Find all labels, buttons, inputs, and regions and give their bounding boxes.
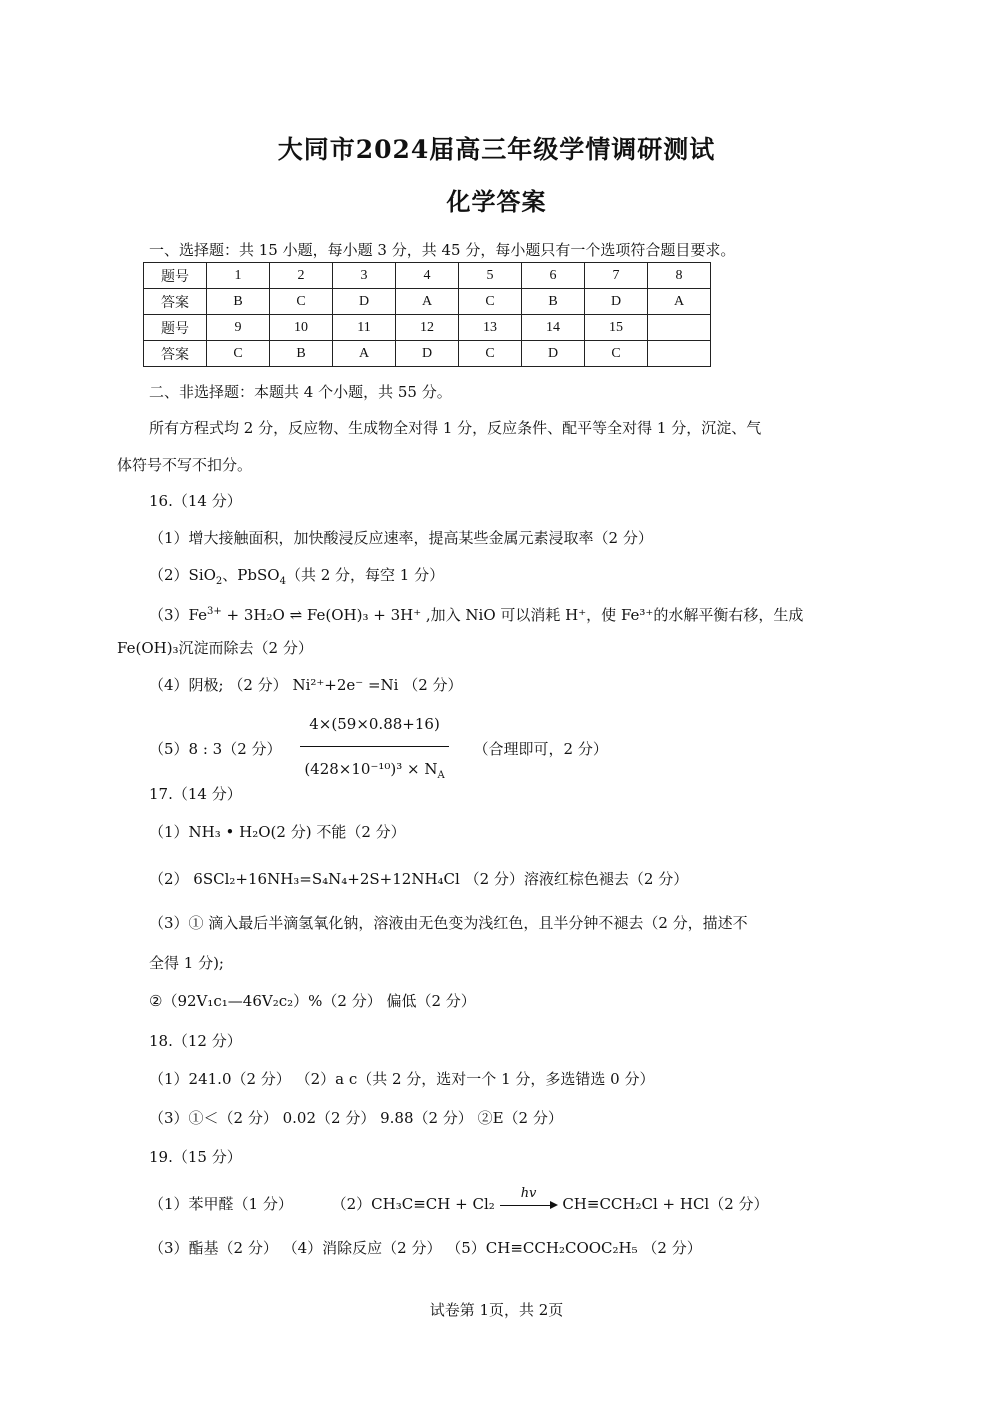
table-cell: 2 [270, 263, 333, 289]
q17-answer-3b: ②（92V₁c₁—46V₂c₂）%（2 分） 偏低（2 分） [149, 992, 476, 1010]
section-choice-heading: 一、选择题：共 15 小题，每小题 3 分，共 45 分，每小题只有一个选项符合题目要求。 [149, 241, 736, 259]
answer-table [143, 262, 711, 367]
table-cell: 3 [333, 263, 396, 289]
table-cell: A [333, 341, 396, 367]
table-cell: B [207, 289, 270, 315]
table-cell: B [522, 289, 585, 315]
table-row [144, 263, 711, 289]
q18-answer-3: （3）①＜（2 分） 0.02（2 分） 9.88（2 分） ②E（2 分） [149, 1109, 563, 1127]
q16-answer-3: $(3)Fe^{3+} + 3H_2O$ ⇌ Fe(OH)₃ + 3H⁺ ,加入 NiO 可以消耗 H⁺，使 Fe³⁺的水解平衡右移，生成 [149, 606, 804, 624]
table-cell: C [459, 341, 522, 367]
page-title: 大同市2024届高三年级学情调研测试 [277, 135, 716, 164]
table-row-header: 答案 [144, 289, 207, 315]
q17-heading: 17.（14 分） [149, 785, 242, 803]
table-row [144, 341, 711, 367]
table-row [144, 315, 711, 341]
table-cell [648, 341, 711, 367]
table-cell [648, 315, 711, 341]
table-cell: 4 [396, 263, 459, 289]
q17-answer-3-cont: 全得 1 分); [149, 954, 224, 972]
table-cell: 12 [396, 315, 459, 341]
scoring-note-line1: 所有方程式均 2 分，反应物、生成物全对得 1 分，反应条件、配平等全对得 1 分，沉淀、气 [149, 419, 762, 437]
q19-answer-1-2: （1）苯甲醛（1 分） （2）CH₃C≡CH + Cl₂ hv CH≡CCH₂Cl + HCl（2 分） [149, 1186, 769, 1213]
scoring-note-line2: 体符号不写不扣分。 [117, 456, 253, 474]
table-cell: D [522, 341, 585, 367]
table-cell: C [270, 289, 333, 315]
q16-heading: 16.（14 分） [149, 492, 242, 510]
q16-answer-1: （1）增大接触面积，加快酸浸反应速率，提高某些金属元素浸取率（2 分） [149, 529, 653, 547]
q17-answer-2: （2） 6SCl₂+16NH₃=S₄N₄+2S+12NH₄Cl （2 分）溶液红棕色褪去（2 分） [149, 870, 689, 888]
q16-answer-5: （5）8 : 3（2 分） $\frac{4\times(59\times 0.88+16)}{(428\times 10^{-10})^3 \times N_A}$ （合理即可，2 分） [149, 704, 608, 796]
table-row [144, 289, 711, 315]
table-cell: 6 [522, 263, 585, 289]
table-cell: D [585, 289, 648, 315]
table-row-header: 题号 [144, 263, 207, 289]
table-cell: 5 [459, 263, 522, 289]
q16-answer-3-cont: Fe(OH)₃沉淀而除去（2 分） [117, 639, 313, 657]
table-cell: C [207, 341, 270, 367]
q18-answer-1-2: （1）241.0（2 分） （2）a c（共 2 分，选对一个 1 分，多选错选 0 分） [149, 1070, 655, 1088]
table-row-header: 答案 [144, 341, 207, 367]
table-cell: C [585, 341, 648, 367]
page-footer: 试卷第 1页，共 2页 [429, 1301, 564, 1319]
q17-answer-1: （1）NH₃ • H₂O(2 分) 不能（2 分） [149, 823, 406, 841]
table-cell: 13 [459, 315, 522, 341]
table-cell: 10 [270, 315, 333, 341]
q19-answer-3-5: （3）酯基（2 分） （4）消除反应（2 分） （5）CH≡CCH₂COOC₂H₅ （2 分） [149, 1239, 702, 1257]
table-row-header: 题号 [144, 315, 207, 341]
table-cell: 8 [648, 263, 711, 289]
table-cell: A [648, 289, 711, 315]
density-formula: $\frac{4\times(59\times 0.88+16)}{(428\times 10^{-10})^3 \times N_A}$ [300, 704, 448, 796]
table-cell: 11 [333, 315, 396, 341]
section-nonchoice-heading: 二、非选择题：本题共 4 个小题，共 55 分。 [149, 383, 452, 401]
reaction-arrow: hv [500, 1198, 558, 1212]
q16-answer-2: （2）SiO$_2$、PbSO$_4$（共 2 分，每空 1 分） [149, 566, 445, 587]
q16-answer-4: （4）阴极; （2 分） Ni²⁺+2e⁻ =Ni （2 分） [149, 676, 463, 694]
q19-heading: 19.（15 分） [149, 1148, 242, 1166]
table-cell: 1 [207, 263, 270, 289]
page-subtitle: 化学答案 [446, 187, 547, 216]
q17-answer-3: （3）① 滴入最后半滴氢氧化钠，溶液由无色变为浅红色，且半分钟不褪去（2 分，描述不 [149, 914, 748, 932]
table-cell: 14 [522, 315, 585, 341]
q18-heading: 18.（12 分） [149, 1032, 242, 1050]
table-cell: 15 [585, 315, 648, 341]
table-cell: A [396, 289, 459, 315]
table-cell: 7 [585, 263, 648, 289]
table-cell: D [396, 341, 459, 367]
table-cell: 9 [207, 315, 270, 341]
table-cell: B [270, 341, 333, 367]
table-cell: D [333, 289, 396, 315]
table-cell: C [459, 289, 522, 315]
